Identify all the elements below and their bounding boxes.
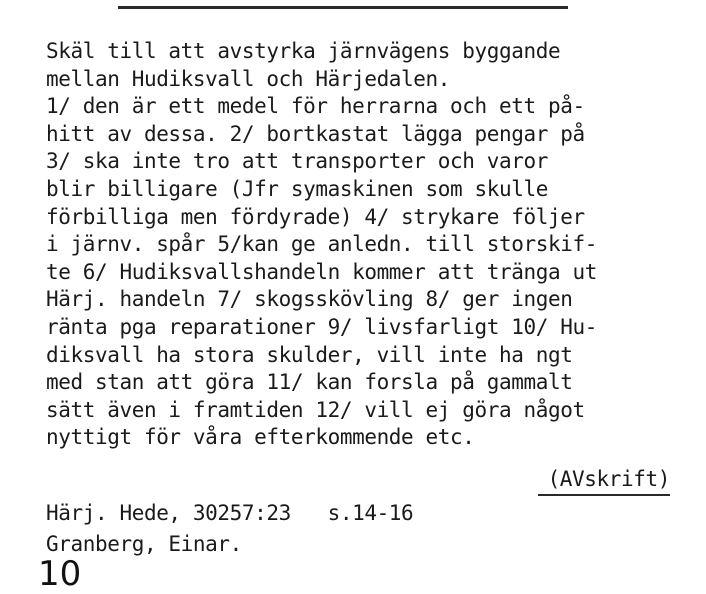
body-line: i järnv. spår 5/kan ge anledn. till storskif- — [46, 232, 597, 257]
body-line: blir billigare (Jfr symaskinen som skulle — [46, 176, 548, 201]
body-line: mellan Hudiksvall och Härjedalen. — [46, 66, 451, 91]
body-line: te 6/ Hudiksvallshandeln kommer att tränga ut — [46, 259, 597, 284]
body-line: nyttigt för våra efterkommende etc. — [46, 425, 475, 450]
source-note: (AVskrift) — [547, 467, 670, 491]
card-body-text — [46, 38, 696, 452]
body-line: hitt av dessa. 2/ bortkastat lägga pengar på — [46, 121, 585, 146]
body-line: ränta pga reparationer 9/ livsfarligt 10/ Hu- — [46, 314, 597, 339]
informant-name: Granberg, Einar. — [46, 532, 242, 556]
card-number: 10 — [38, 554, 82, 594]
body-line: 3/ ska inte tro att transporter och varor — [46, 149, 548, 174]
top-rule — [118, 6, 568, 9]
source-underline — [538, 494, 670, 496]
body-line: sätt även i framtiden 12/ vill ej göra något — [46, 397, 585, 422]
body-line: diksvall ha stora skulder, vill inte ha ngt — [46, 342, 573, 367]
body-line: med stan att göra 11/ kan forsla på gammalt — [46, 370, 573, 395]
body-line: förbilliga men fördyrade) 4/ strykare följer — [46, 204, 585, 229]
body-line: 1/ den är ett medel för herrarna och ett på- — [46, 94, 585, 119]
body-line: Skäl till att avstyrka järnvägens byggande — [46, 39, 561, 63]
archive-reference: Härj. Hede, 30257:23 s.14-16 — [46, 501, 414, 525]
body-line: Härj. handeln 7/ skogsskövling 8/ ger ingen — [46, 287, 573, 312]
